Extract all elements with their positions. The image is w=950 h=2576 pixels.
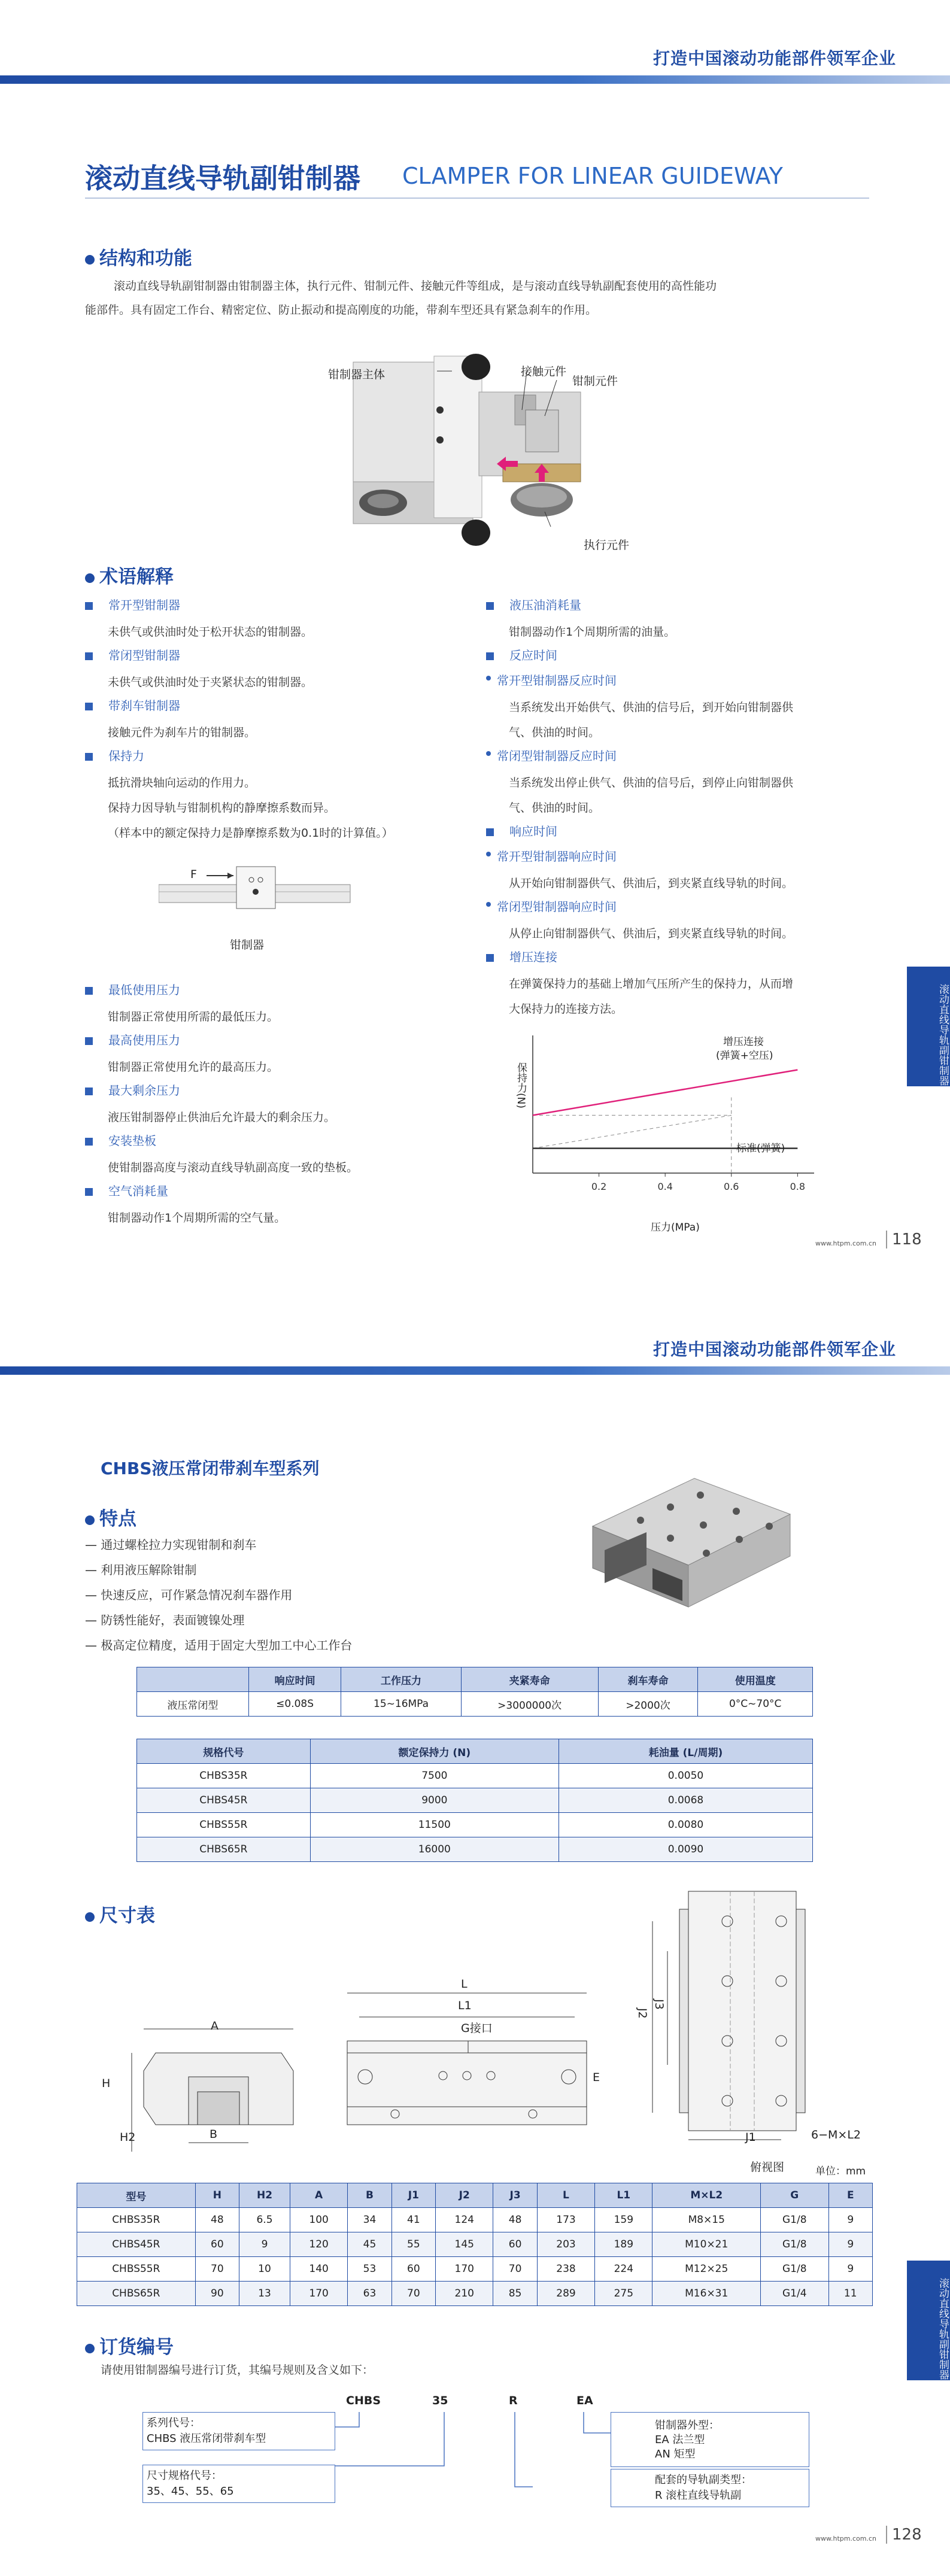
table-cell: 203 <box>537 2232 594 2257</box>
table-cell: 48 <box>493 2208 537 2232</box>
table-cell: 70 <box>391 2282 435 2306</box>
term-title-text: 常闭型钳制器 <box>108 648 180 663</box>
size-code-title: 尺寸规格代号： <box>147 2469 222 2482</box>
table-cell: 90 <box>195 2282 239 2306</box>
dim-label-holes: 6−M×L2 <box>811 2128 861 2141</box>
table-cell: 140 <box>290 2257 347 2282</box>
table-header-cell: 刹车寿命 <box>598 1667 698 1692</box>
square-bullet-icon <box>486 602 494 610</box>
table-cell: 0°C~70°C <box>698 1692 813 1717</box>
holding-force-chart <box>503 1029 826 1209</box>
term-title <box>85 1081 180 1098</box>
table-cell: 15~16MPa <box>341 1692 461 1717</box>
dimension-table <box>77 2183 873 2306</box>
dim-label-h: H <box>102 2077 111 2090</box>
term-title <box>486 897 617 915</box>
term-title <box>486 947 557 965</box>
table-cell: 48 <box>195 2208 239 2232</box>
table-cell: 7500 <box>310 1764 559 1788</box>
table-cell: CHBS65R <box>77 2282 196 2306</box>
term-body-text: （样本中的额定保持力是静摩擦系数为0.1时的计算值。） <box>108 827 393 840</box>
table-header-cell: J3 <box>493 2183 537 2208</box>
structure-heading: 结构和功能 <box>85 243 192 270</box>
model-table <box>136 1739 813 1862</box>
table-cell: 16000 <box>310 1837 559 1862</box>
dims-heading: 尺寸表 <box>85 1900 155 1927</box>
table-cell: 41 <box>391 2208 435 2232</box>
bullet-dot-icon <box>85 573 95 583</box>
term-title <box>486 746 617 764</box>
table-cell: 9 <box>239 2232 290 2257</box>
term-body-text: 未供气或供油时处于夹紧状态的钳制器。 <box>108 676 313 689</box>
square-bullet-icon <box>85 1188 93 1196</box>
table-cell: 0.0050 <box>559 1764 812 1788</box>
table-cell: M10×21 <box>652 2232 761 2257</box>
term-title <box>486 596 581 613</box>
table-cell: 60 <box>391 2257 435 2282</box>
table-cell: 289 <box>537 2282 594 2306</box>
term-body-text: 接触元件为刹车片的钳制器。 <box>108 726 256 739</box>
term-title-text: 常开型钳制器反应时间 <box>497 673 617 688</box>
bullet-dot-icon <box>85 2344 95 2353</box>
footer-url-page1[interactable]: www.htpm.com.cn <box>815 1240 876 1247</box>
term-body-text: 钳制器正常使用允许的最高压力。 <box>108 1061 279 1074</box>
table-cell: CHBS45R <box>77 2232 196 2257</box>
table-header-cell: 响应时间 <box>248 1667 341 1692</box>
table-cell: 70 <box>493 2257 537 2282</box>
shape-code-an: AN 矩型 <box>655 2448 696 2460</box>
table-cell: 170 <box>290 2282 347 2306</box>
table-cell: 9 <box>828 2257 873 2282</box>
shape-code-ea: EA 法兰型 <box>655 2434 705 2446</box>
table-header-cell: H <box>195 2183 239 2208</box>
term-body-text: 在弹簧保持力的基础上增加气压所产生的保持力，从而增 <box>509 977 794 991</box>
table-row <box>77 2282 873 2306</box>
term-title-text: 保持力 <box>108 749 144 763</box>
term-title <box>486 671 617 688</box>
order-heading: 订货编号 <box>85 2332 174 2359</box>
table-cell: G1/8 <box>761 2257 828 2282</box>
page2-tagline: 打造中国滚动功能部件领军企业 <box>652 1339 896 1359</box>
table-header-cell: 工作压力 <box>341 1667 461 1692</box>
table-header-cell: J2 <box>436 2183 493 2208</box>
table-cell: 85 <box>493 2282 537 2306</box>
footer-url-page2[interactable]: www.htpm.com.cn <box>815 2535 876 2542</box>
table-cell: M12×25 <box>652 2257 761 2282</box>
table-cell: ≤0.08S <box>248 1692 341 1717</box>
structure-text-1: 滚动直线导轨副钳制器由钳制器主体，执行元件、钳制元件、接触元件等组成，是与滚动直线导轨副配套使用的高性能功 <box>114 280 717 293</box>
square-bullet-icon <box>85 1087 93 1095</box>
order-intro: 请使用钳制器编号进行订货，其编号规则及含义如下： <box>101 2364 374 2377</box>
table-cell: 60 <box>195 2232 239 2257</box>
table-cell: 159 <box>595 2208 652 2232</box>
term-title-text: 空气消耗量 <box>108 1184 168 1198</box>
dim-label-j2: J2 <box>636 2008 649 2019</box>
table-cell: 173 <box>537 2208 594 2232</box>
table-cell: 210 <box>436 2282 493 2306</box>
chbs-product-image <box>569 1460 808 1622</box>
feature-item: — 通过螺栓拉力实现钳制和刹车 <box>85 1538 257 1552</box>
side-tab-page2: 滚动直线导轨副钳制器 <box>907 2261 950 2380</box>
term-title <box>85 646 180 663</box>
table-cell: G1/8 <box>761 2208 828 2232</box>
square-bullet-icon <box>486 828 494 836</box>
table-cell: 11500 <box>310 1813 559 1837</box>
force-caption: 钳制器 <box>230 938 265 952</box>
page-number-128: 128 <box>886 2526 922 2544</box>
term-body-text: 液压钳制器停止供油后允许最大的剩余压力。 <box>108 1111 336 1124</box>
term-body-text: 气、供油的时间。 <box>509 801 600 815</box>
table-row <box>137 1813 813 1837</box>
table-cell: CHBS35R <box>137 1764 311 1788</box>
term-title <box>85 596 180 613</box>
diagram-label-actuator: 执行元件 <box>584 539 630 552</box>
table-cell: >2000次 <box>598 1692 698 1717</box>
table-header-cell: E <box>828 2183 873 2208</box>
table-header-cell: 规格代号 <box>137 1739 311 1764</box>
feature-item: — 利用液压解除钳制 <box>85 1563 197 1577</box>
top-view-drawing <box>635 1885 814 2155</box>
table-cell: 275 <box>595 2282 652 2306</box>
table-header-cell: M×L2 <box>652 2183 761 2208</box>
term-title-text: 安装垫板 <box>108 1134 156 1148</box>
diagram-label-body: 钳制器主体 <box>328 368 386 381</box>
chart-x-tick-label: 0.6 <box>724 1181 739 1192</box>
square-bullet-icon <box>85 1138 93 1146</box>
chart-ylabel: 保持力(N) <box>515 1062 527 1108</box>
term-body-text: 钳制器动作1个周期所需的空气量。 <box>108 1211 286 1225</box>
features-heading: 特点 <box>85 1503 136 1530</box>
table-header-cell: L <box>537 2183 594 2208</box>
table-header-cell: B <box>348 2183 391 2208</box>
term-title-text: 常闭型钳制器响应时间 <box>497 900 617 914</box>
term-title-text: 最低使用压力 <box>108 983 180 997</box>
dim-label-g: G接口 <box>461 2022 493 2035</box>
table-cell: 238 <box>537 2257 594 2282</box>
term-body-text: 保持力因导轨与钳制机构的静摩擦系数而异。 <box>108 801 336 815</box>
table-cell: 10 <box>239 2257 290 2282</box>
rail-code-title: 配套的导轨副类型： <box>655 2474 752 2486</box>
bullet-dot-icon <box>85 255 95 265</box>
feature-item: — 极高定位精度，适用于固定大型加工中心工作台 <box>85 1638 353 1652</box>
term-title <box>85 746 144 764</box>
table-cell: 224 <box>595 2257 652 2282</box>
chart-series-boost-line <box>533 1070 797 1116</box>
series-code-title: 系列代号： <box>147 2417 201 2429</box>
table-cell: 145 <box>436 2232 493 2257</box>
table-cell: CHBS65R <box>137 1837 311 1862</box>
code-part-r: R <box>509 2394 518 2407</box>
features-list <box>85 1532 352 1658</box>
square-bullet-icon <box>85 987 93 995</box>
page1-tagline: 打造中国滚动功能部件领军企业 <box>652 48 896 68</box>
table-cell: 6.5 <box>239 2208 290 2232</box>
square-bullet-icon <box>85 1037 93 1045</box>
table-cell: 0.0068 <box>559 1788 812 1813</box>
series-code-value: CHBS 液压常闭带刹车型 <box>147 2432 266 2445</box>
term-title <box>486 646 557 663</box>
term-title-text: 常闭型钳制器反应时间 <box>497 749 617 763</box>
table-cell: 34 <box>348 2208 391 2232</box>
chart-label-boost: 增压连接 <box>723 1036 764 1048</box>
dim-label-h2: H2 <box>120 2131 136 2144</box>
diagram-label-clamp: 钳制元件 <box>572 375 618 388</box>
table-cell: G1/8 <box>761 2232 828 2257</box>
table-header-cell: L1 <box>595 2183 652 2208</box>
table-row <box>137 1764 813 1788</box>
bullet-dot-icon <box>486 751 491 756</box>
bullet-dot-icon <box>486 676 491 681</box>
term-body-text: 从开始向钳制器供气、供油后，到夹紧直线导轨的时间。 <box>509 877 794 890</box>
size-code-value: 35、45、55、65 <box>147 2485 234 2498</box>
term-title-text: 最高使用压力 <box>108 1033 180 1047</box>
table-header-cell: J1 <box>391 2183 435 2208</box>
dim-label-a: A <box>211 2019 218 2033</box>
term-body-text: 使钳制器高度与滚动直线导轨副高度一致的垫板。 <box>108 1161 359 1174</box>
table-cell: CHBS35R <box>77 2208 196 2232</box>
shape-code-title: 钳制器外型： <box>655 2419 720 2432</box>
performance-table <box>136 1667 813 1717</box>
term-title-text: 响应时间 <box>509 824 557 839</box>
table-cell: M8×15 <box>652 2208 761 2232</box>
dim-label-l: L <box>461 1977 468 1991</box>
holding-force-figure <box>159 855 356 932</box>
term-body-text: 气、供油的时间。 <box>509 726 600 739</box>
table-header-cell: 使用温度 <box>698 1667 813 1692</box>
table-header-row <box>77 2183 873 2208</box>
table-header-cell: H2 <box>239 2183 290 2208</box>
rail-code-value: R 滚柱直线导轨副 <box>655 2489 742 2502</box>
table-cell: 170 <box>436 2257 493 2282</box>
front-view-drawing <box>120 1987 323 2167</box>
term-body-text: 当系统发出开始供气、供油的信号后，到开始向钳制器供 <box>509 701 794 714</box>
page1-title-en: CLAMPER FOR LINEAR GUIDEWAY <box>402 163 783 189</box>
dim-label-j1: J1 <box>745 2131 756 2144</box>
term-body-text: 从停止向钳制器供气、供油后，到夹紧直线导轨的时间。 <box>509 927 794 940</box>
table-header-cell: 型号 <box>77 2183 196 2208</box>
term-title-text: 常开型钳制器响应时间 <box>497 849 617 864</box>
square-bullet-icon <box>486 954 494 962</box>
square-bullet-icon <box>85 602 93 610</box>
table-header-row <box>137 1739 813 1764</box>
page2-top-bar <box>0 1366 950 1375</box>
title-divider <box>85 198 869 199</box>
table-cell: 53 <box>348 2257 391 2282</box>
chart-label-std: 标准(弹簧) <box>736 1143 785 1155</box>
table-cell: 45 <box>348 2232 391 2257</box>
term-title-text: 常开型钳制器 <box>108 598 180 612</box>
table-row <box>77 2257 873 2282</box>
chart-x-tick-label: 0.2 <box>591 1181 607 1192</box>
dim-label-j3: J3 <box>652 1999 666 2010</box>
table-cell: 189 <box>595 2232 652 2257</box>
term-title <box>486 847 617 864</box>
page1-title-cn: 滚动直线导轨副钳制器 <box>85 162 360 195</box>
term-title-text: 最大剩余压力 <box>108 1083 180 1098</box>
table-row <box>77 2232 873 2257</box>
top-view-caption: 俯视图 <box>750 2161 785 2174</box>
table-header-cell <box>137 1667 249 1692</box>
table-cell: 0.0080 <box>559 1813 812 1837</box>
table-cell: 100 <box>290 2208 347 2232</box>
force-f-label: F <box>190 868 197 881</box>
table-cell: 120 <box>290 2232 347 2257</box>
table-cell: G1/4 <box>761 2282 828 2306</box>
table-header-cell: 夹紧寿命 <box>461 1667 598 1692</box>
bullet-dot-icon <box>85 1515 95 1525</box>
table-cell: 13 <box>239 2282 290 2306</box>
term-title-text: 带刹车钳制器 <box>108 698 180 713</box>
table-cell: 9000 <box>310 1788 559 1813</box>
chart-xlabel: 压力(MPa) <box>651 1222 700 1234</box>
page-number-118: 118 <box>886 1231 922 1248</box>
table-cell: 11 <box>828 2282 873 2306</box>
structure-text-2: 能部件。具有固定工作台、精密定位、防止振动和提高刚度的功能，带刹车型还具有紧急刹车的作用。 <box>85 303 597 317</box>
chart-x-tick-label: 0.8 <box>790 1181 806 1192</box>
term-title <box>85 1181 168 1199</box>
table-row <box>137 1788 813 1813</box>
table-row <box>137 1837 813 1862</box>
table-cell: >3000000次 <box>461 1692 598 1717</box>
table-cell: M16×31 <box>652 2282 761 2306</box>
bullet-dot-icon <box>85 1912 95 1922</box>
code-part-chbs: CHBS <box>346 2394 381 2407</box>
diagram-label-contact: 接触元件 <box>521 365 567 378</box>
term-body-text: 抵抗滑块轴向运动的作用力。 <box>108 776 256 789</box>
table-header-cell: 耗油量 (L/周期) <box>559 1739 812 1764</box>
table-header-cell: A <box>290 2183 347 2208</box>
table-row <box>77 2208 873 2232</box>
table-cell: 液压常闭型 <box>137 1692 249 1717</box>
term-body-text: 当系统发出停止供气、供油的信号后，到停止向钳制器供 <box>509 776 794 789</box>
term-title-text: 反应时间 <box>509 648 557 663</box>
table-cell: 0.0090 <box>559 1837 812 1862</box>
chart-x-tick-label: 0.4 <box>657 1181 673 1192</box>
chart-label-boost2: (弹簧+空压) <box>716 1050 773 1062</box>
chart-dashed-extension <box>533 1115 732 1148</box>
square-bullet-icon <box>85 652 93 660</box>
side-tab-page1: 滚动直线导轨副钳制器 <box>907 967 950 1086</box>
table-cell: 9 <box>828 2232 873 2257</box>
term-title <box>486 822 557 839</box>
term-title-text: 液压油消耗量 <box>509 598 581 612</box>
term-title <box>85 1031 180 1048</box>
unit-label: 单位：mm <box>815 2165 866 2177</box>
term-title-text: 增压连接 <box>509 950 557 964</box>
square-bullet-icon <box>85 753 93 761</box>
table-cell: CHBS45R <box>137 1788 311 1813</box>
dim-label-l1: L1 <box>458 1999 472 2012</box>
table-cell: 124 <box>436 2208 493 2232</box>
table-header-cell: 额定保持力 (N) <box>310 1739 559 1764</box>
page1-top-bar <box>0 75 950 84</box>
term-body-text: 钳制器正常使用所需的最低压力。 <box>108 1010 279 1023</box>
table-cell: 9 <box>828 2208 873 2232</box>
table-cell: 60 <box>493 2232 537 2257</box>
table-cell: CHBS55R <box>77 2257 196 2282</box>
table-header-cell: G <box>761 2183 828 2208</box>
term-title <box>85 696 180 713</box>
term-body-text: 未供气或供油时处于松开状态的钳制器。 <box>108 625 313 639</box>
square-bullet-icon <box>486 652 494 660</box>
table-header-row <box>137 1667 813 1692</box>
feature-item: — 快速反应，可作紧急情况刹车器作用 <box>85 1588 293 1602</box>
code-part-size: 35 <box>432 2394 448 2407</box>
table-cell: 70 <box>195 2257 239 2282</box>
terms-heading: 术语解释 <box>85 561 174 588</box>
table-cell: CHBS55R <box>137 1813 311 1837</box>
table-cell: 63 <box>348 2282 391 2306</box>
dim-label-e: E <box>593 2071 600 2084</box>
feature-item: — 防锈性能好，表面镀镍处理 <box>85 1613 245 1627</box>
series-title: CHBS液压常闭带刹车型系列 <box>101 1459 320 1478</box>
table-row <box>137 1692 813 1717</box>
dim-label-b: B <box>210 2128 218 2141</box>
term-title <box>85 1131 156 1149</box>
code-part-ea: EA <box>576 2394 593 2407</box>
bullet-dot-icon <box>486 902 491 907</box>
square-bullet-icon <box>85 703 93 710</box>
term-title <box>85 980 180 998</box>
term-body-text: 大保持力的连接方法。 <box>509 1003 623 1016</box>
term-body-text: 钳制器动作1个周期所需的油量。 <box>509 625 676 639</box>
bullet-dot-icon <box>486 852 491 856</box>
table-cell: 55 <box>391 2232 435 2257</box>
